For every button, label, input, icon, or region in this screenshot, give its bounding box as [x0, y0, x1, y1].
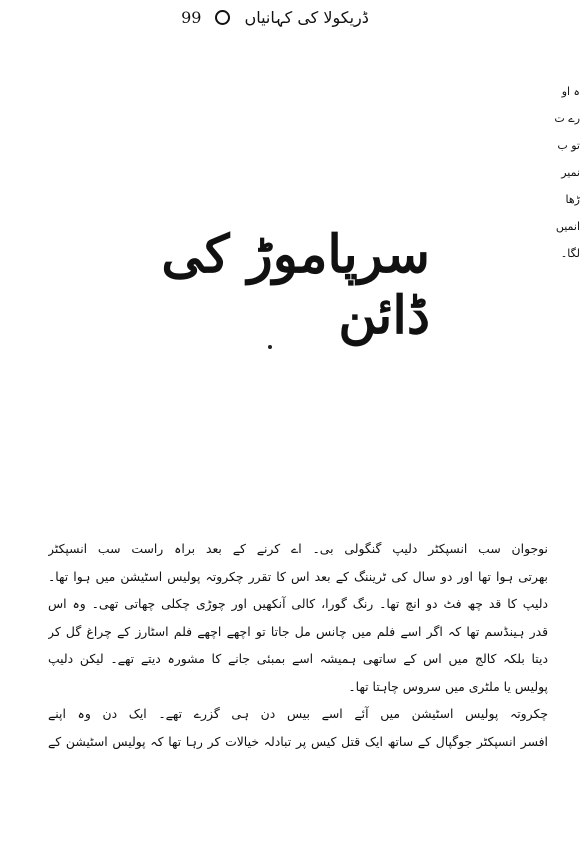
body-line: بھرتی ہوا تھا اور دو سال کی ٹریننگ کے بعد اس کا تقرر چکروتہ پولیس اسٹیشن میں ہوا تھا۔: [48, 568, 548, 584]
adjacent-fragment: لگا۔: [560, 247, 580, 260]
body-line: دلیپ کا قد چھ فٹ دو انچ تھا۔ رنگ گورا، کالی آنکھیں اور چوڑی چکلی چھاتی تھی۔ وہ اس: [48, 596, 548, 611]
adjacent-fragment: ہ او: [561, 85, 580, 98]
adjacent-fragment: نمیر: [561, 166, 580, 179]
adjacent-fragment: تو ب: [557, 139, 580, 152]
page-number: 99: [181, 7, 202, 27]
body-line: دیتا بلکہ کالج میں اس کے ساتھی ہمیشہ اسے بمبئی جانے کا مشورہ دیتے تھے۔ لیکن دلیپ: [48, 651, 548, 666]
body-line: چکروتہ پولیس اسٹیشن میں آئے اسے بیس دن ہی گزرے تھے۔ ایک دن وہ اپنے: [48, 706, 548, 721]
body-line: نوجوان سب انسپکٹر دلیپ گنگولی بی۔ اے کرنے کے بعد براہ راست سب انسپکٹر: [48, 541, 548, 556]
body-line: افسر انسپکٹر جوگپال کے ساتھ ایک قتل کیس پر تبادلہ خیالات کر رہا تھا کہ پولیس اسٹیشن کے: [48, 733, 548, 749]
story-title: سرپاموڑ کی ڈائن: [161, 224, 430, 346]
ornament-dot: [268, 345, 272, 349]
running-header: [150, 4, 400, 30]
adjacent-fragment: انمیں: [555, 220, 580, 233]
adjacent-page-margin: [554, 78, 580, 288]
adjacent-fragment: ڑھا: [565, 193, 580, 206]
body-line: پولیس یا ملٹری میں سروس چاہتا تھا۔: [348, 678, 548, 694]
body-line: قدر ہینڈسم تھا کہ اگر اسے فلم میں چانس مل جاتا تو اچھے اچھے فلم اسٹارز کے چراغ گل کر: [48, 623, 548, 639]
book-title: ڈریکولا کی کہانیاں: [244, 7, 369, 27]
story-body: [48, 535, 548, 835]
circle-separator-icon: [215, 10, 230, 25]
adjacent-fragment: رے ت: [554, 112, 580, 125]
